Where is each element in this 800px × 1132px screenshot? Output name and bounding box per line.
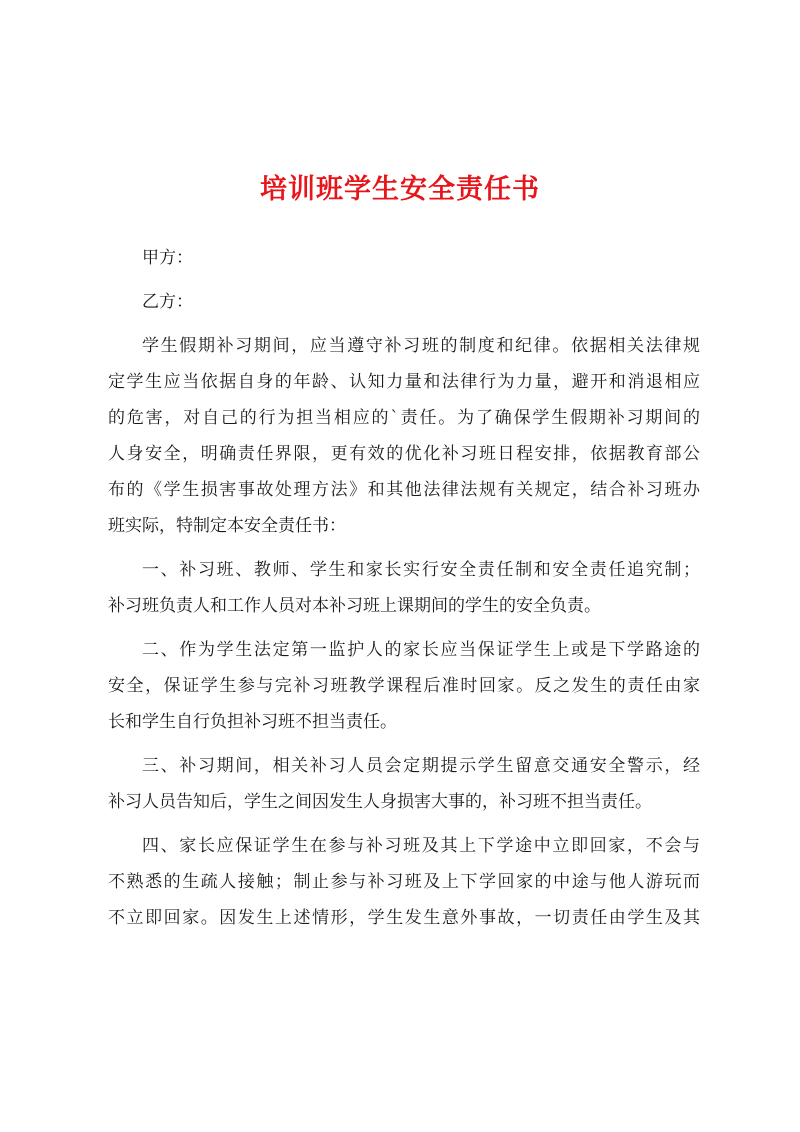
- paragraph-line: 四、家长应保证学生在参与补习班及其上下学途中立即回家，不会与: [142, 836, 700, 856]
- paragraph-line: 补习班负责人和工作人员对本补习班上课期间的学生的安全负责。: [108, 596, 601, 616]
- spacer: [108, 820, 700, 828]
- paragraph-line: 人身安全，明确责任界限，更有效的优化补习班日程安排，依据教育部公: [108, 444, 700, 464]
- document-body: [108, 240, 700, 936]
- paragraph-line: 布的《学生损害事故处理方法》和其他法律法规有关规定，结合补习班办: [108, 480, 700, 500]
- paragraph-line: 安全，保证学生参与完补习班教学课程后准时回家。反之发生的责任由家: [108, 676, 700, 696]
- paragraph-line: 定学生应当依据自身的年龄、认知力量和法律行为力量，避开和消退相应: [108, 372, 700, 392]
- party-b-label: 乙方：: [142, 292, 193, 312]
- spacer: [108, 276, 700, 284]
- spacer: [108, 320, 700, 328]
- spacer: [108, 740, 700, 748]
- paragraph-line: 的危害，对自己的行为担当相应的`责任。为了确保学生假期补习期间的: [108, 408, 700, 428]
- paragraph-line: 不熟悉的生疏人接触；制止参与补习班及上下学回家的中途与他人游玩而: [108, 872, 700, 892]
- paragraph-clause-2: [108, 632, 700, 740]
- paragraph-clause-3: [108, 748, 700, 820]
- paragraph-line: 一、补习班、教师、学生和家长实行安全责任制和安全责任追究制；: [142, 560, 700, 580]
- paragraph-clause-4: [108, 828, 700, 936]
- paragraph-line: 不立即回家。因发生上述情形，学生发生意外事故，一切责任由学生及其: [108, 908, 700, 928]
- spacer: [108, 624, 700, 632]
- paragraph-line: 补习人员告知后，学生之间因发生人身损害大事的，补习班不担当责任。: [108, 792, 652, 812]
- paragraph-line: 学生假期补习期间，应当遵守补习班的制度和纪律。依据相关法律规: [142, 336, 700, 356]
- paragraph-clause-1: [108, 552, 700, 624]
- document-title: 培训班学生安全责任书: [260, 174, 540, 205]
- paragraph-line: 三、补习期间，相关补习人员会定期提示学生留意交通安全警示，经: [142, 756, 700, 776]
- spacer: [108, 544, 700, 552]
- paragraph-line: 长和学生自行负担补习班不担当责任。: [108, 712, 397, 732]
- paragraph-line: 班实际，特制定本安全责任书：: [108, 516, 346, 536]
- paragraph-line: 二、作为学生法定第一监护人的家长应当保证学生上或是下学路途的: [142, 640, 700, 660]
- party-a-label: 甲方：: [142, 248, 193, 268]
- paragraph-intro: [108, 328, 700, 544]
